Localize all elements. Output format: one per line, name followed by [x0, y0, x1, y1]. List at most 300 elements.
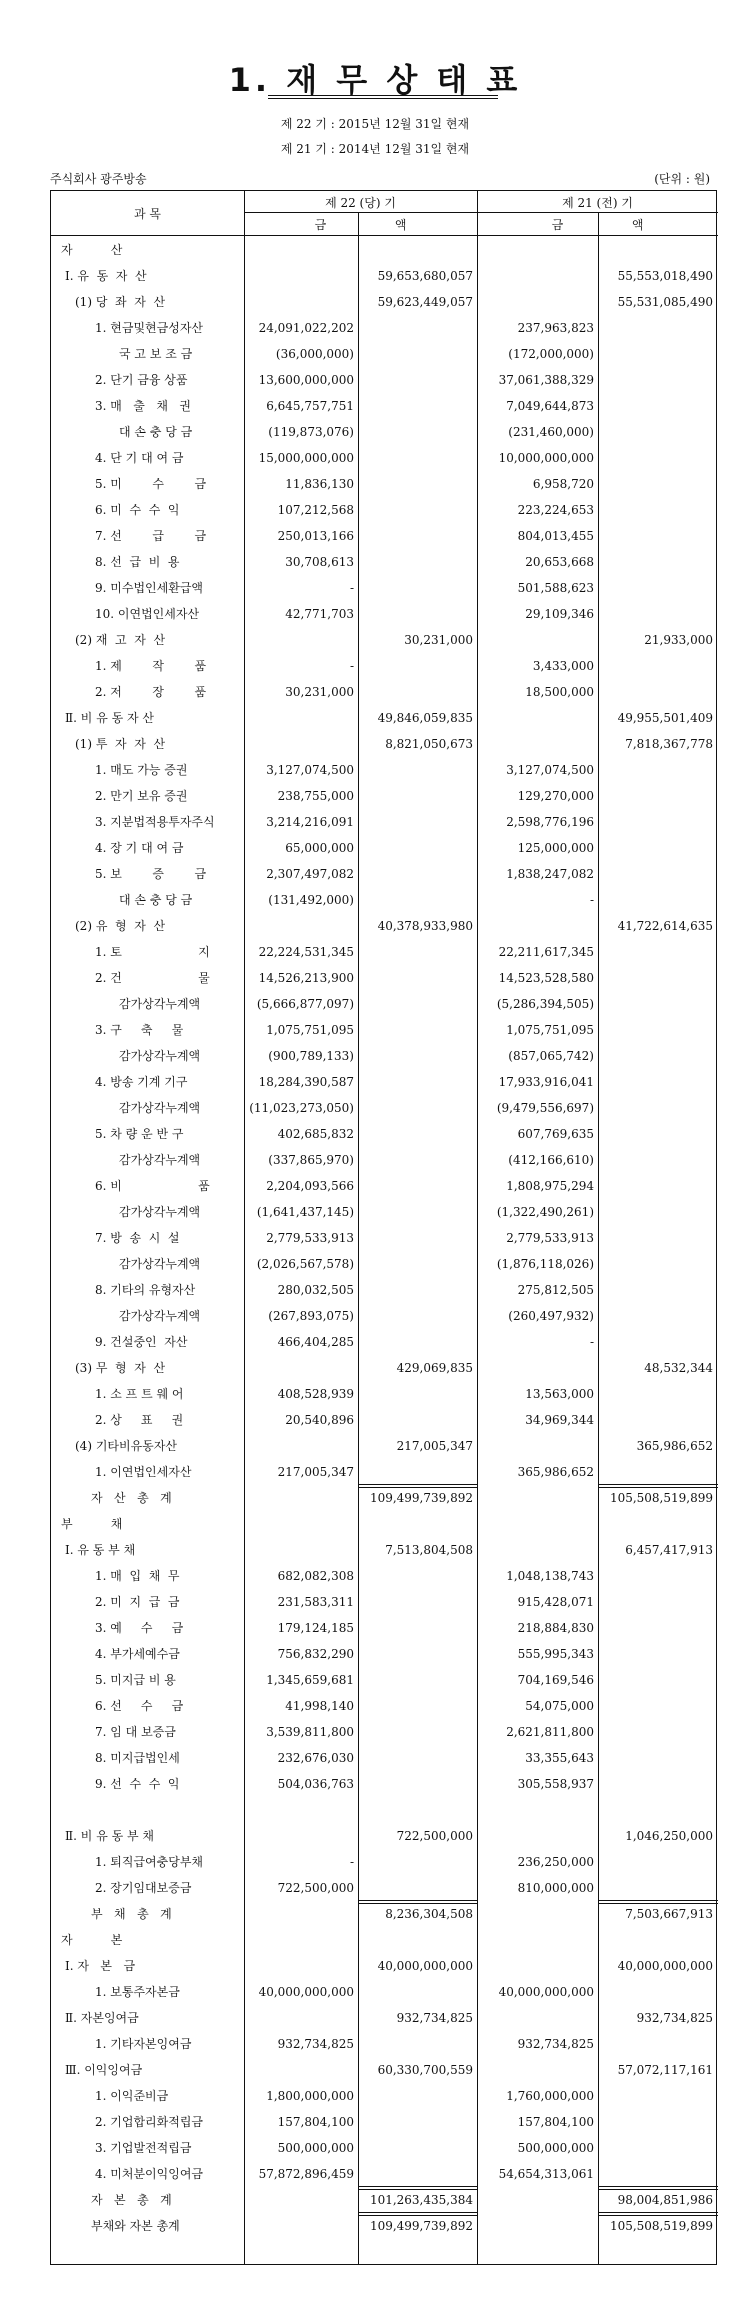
account-label: 부 채 총 계 — [91, 1907, 172, 1921]
account-label: 7. 선 급 금 — [95, 529, 207, 543]
amount-cell: (337,865,970) — [268, 1153, 354, 1167]
table-row — [51, 991, 718, 1017]
amount-cell: 305,558,937 — [517, 1777, 594, 1791]
amount-cell: 15,000,000,000 — [258, 451, 354, 465]
table-row — [51, 1953, 718, 1979]
table-row — [51, 1095, 718, 1121]
table-row — [51, 2213, 718, 2239]
account-label: 9. 미수법인세환급액 — [95, 581, 204, 595]
amount-cell: 231,583,311 — [277, 1595, 354, 1609]
amount-cell: 932,734,825 — [517, 2037, 594, 2051]
amount-cell: 48,532,344 — [644, 1361, 713, 1375]
table-row — [51, 1407, 718, 1433]
amount-cell: 1,048,138,743 — [506, 1569, 594, 1583]
table-row — [51, 731, 718, 757]
amount-cell: 17,933,916,041 — [498, 1075, 594, 1089]
amount-cell: 49,955,501,409 — [617, 711, 713, 725]
amount-cell: (1,876,118,026) — [496, 1257, 594, 1271]
table-row — [51, 575, 718, 601]
amount-cell: 466,404,285 — [277, 1335, 354, 1349]
amount-cell: 101,263,435,384 — [369, 2193, 473, 2207]
account-label: 7. 임 대 보증금 — [95, 1725, 176, 1739]
account-label: 1. 퇴직급여충당부채 — [95, 1855, 204, 1869]
account-label: Ⅱ. 비 유 동 자 산 — [65, 711, 155, 725]
table-row — [51, 1563, 718, 1589]
table-row — [51, 2005, 718, 2031]
account-label: 감가상각누계액 — [119, 1049, 201, 1063]
table-row — [51, 1329, 718, 1355]
table-row — [51, 237, 718, 263]
account-label: 자 산 — [61, 243, 123, 257]
account-label: (1) 투 자 자 산 — [75, 737, 166, 751]
account-label: (4) 기타비유동자산 — [75, 1439, 177, 1453]
amount-cell: (900,789,133) — [268, 1049, 354, 1063]
table-row — [51, 705, 718, 731]
table-row — [51, 1771, 718, 1797]
amount-cell: 501,588,623 — [517, 581, 594, 595]
table-row — [51, 2109, 718, 2135]
account-label: 6. 선 수 금 — [95, 1699, 184, 1713]
table-row — [51, 523, 718, 549]
amount-cell: 365,986,652 — [517, 1465, 594, 1479]
table-row — [51, 757, 718, 783]
table-row — [51, 1927, 718, 1953]
amount-cell: 804,013,455 — [517, 529, 594, 543]
title-underline — [268, 95, 498, 99]
account-label: 감가상각누계액 — [119, 1205, 201, 1219]
amount-cell: 280,032,505 — [277, 1283, 354, 1297]
table-row — [51, 913, 718, 939]
table-row — [51, 861, 718, 887]
amount-cell: 60,330,700,559 — [377, 2063, 473, 2077]
amount-cell: 756,832,290 — [277, 1647, 354, 1661]
account-label: 감가상각누계액 — [119, 1257, 201, 1271]
amount-cell: 54,654,313,061 — [498, 2167, 594, 2181]
table-row — [51, 1121, 718, 1147]
amount-cell: 555,995,343 — [517, 1647, 594, 1661]
account-label: 2. 저 장 품 — [95, 685, 207, 699]
table-row — [51, 1641, 718, 1667]
amount-cell: 157,804,100 — [277, 2115, 354, 2129]
amount-cell: 236,250,000 — [517, 1855, 594, 1869]
amount-cell: (5,286,394,505) — [496, 997, 594, 1011]
amount-cell: 30,231,000 — [404, 633, 473, 647]
table-row — [51, 393, 718, 419]
table-row — [51, 1667, 718, 1693]
amount-cell: 54,075,000 — [525, 1699, 594, 1713]
table-row — [51, 1797, 718, 1823]
account-label: 5. 미지급 비 용 — [95, 1673, 176, 1687]
amount-cell: 2,307,497,082 — [266, 867, 354, 881]
amount-cell: 722,500,000 — [277, 1881, 354, 1895]
amount-cell: 722,500,000 — [396, 1829, 473, 1843]
amount-cell: 11,836,130 — [285, 477, 354, 491]
account-label: 2. 건 물 — [95, 971, 210, 985]
amount-cell: 8,236,304,508 — [385, 1907, 473, 1921]
amount-cell: 37,061,388,329 — [498, 373, 594, 387]
amount-cell: 1,808,975,294 — [506, 1179, 594, 1193]
amount-cell: 1,800,000,000 — [266, 2089, 354, 2103]
account-label: 2. 단기 금융 상품 — [95, 373, 188, 387]
account-label: 4. 방송 기계 기구 — [95, 1075, 188, 1089]
amount-cell: 500,000,000 — [517, 2141, 594, 2155]
amount-cell: 57,072,117,161 — [617, 2063, 713, 2077]
amount-cell: 402,685,832 — [277, 1127, 354, 1141]
amount-cell: 40,000,000,000 — [258, 1985, 354, 1999]
amount-cell: (131,492,000) — [268, 893, 354, 907]
amount-cell: 1,760,000,000 — [506, 2089, 594, 2103]
amount-cell: - — [349, 581, 354, 595]
table-row — [51, 1589, 718, 1615]
table-row — [51, 1225, 718, 1251]
account-label: 5. 미 수 금 — [95, 477, 207, 491]
balance-sheet-table — [50, 190, 717, 2265]
amount-cell: (1,322,490,261) — [496, 1205, 594, 1219]
amount-cell: 1,075,751,095 — [266, 1023, 354, 1037]
account-label: 3. 예 수 금 — [95, 1621, 184, 1635]
header-prior-period: 제 21 (전) 기 — [562, 196, 633, 210]
total-double-rule — [598, 2186, 718, 2190]
amount-cell: 2,621,811,800 — [506, 1725, 594, 1739]
account-label: 대 손 충 당 금 — [119, 425, 193, 439]
amount-cell: 365,986,652 — [636, 1439, 713, 1453]
account-label: 9. 건설중인 자산 — [95, 1335, 188, 1349]
table-row — [51, 1979, 718, 2005]
amount-cell: 932,734,825 — [396, 2011, 473, 2025]
table-row — [51, 1069, 718, 1095]
account-label: 감가상각누계액 — [119, 1153, 201, 1167]
amount-cell: (260,497,932) — [508, 1309, 594, 1323]
account-label: 1. 보통주자본금 — [95, 1985, 180, 1999]
table-row — [51, 341, 718, 367]
amount-cell: 504,036,763 — [277, 1777, 354, 1791]
table-row — [51, 653, 718, 679]
table-row — [51, 601, 718, 627]
account-label: 6. 비 품 — [95, 1179, 210, 1193]
amount-cell: 932,734,825 — [636, 2011, 713, 2025]
amount-cell: 232,676,030 — [277, 1751, 354, 1765]
amount-cell: (412,166,610) — [508, 1153, 594, 1167]
amount-cell: 20,540,896 — [285, 1413, 354, 1427]
total-double-rule — [598, 1900, 718, 1904]
amount-cell: 14,526,213,900 — [258, 971, 354, 985]
table-row — [51, 2083, 718, 2109]
amount-cell: 30,708,613 — [285, 555, 354, 569]
account-label: 2. 상 표 권 — [95, 1413, 184, 1427]
amount-cell: 30,231,000 — [285, 685, 354, 699]
amount-cell: 3,433,000 — [532, 659, 594, 673]
amount-cell: 2,779,533,913 — [266, 1231, 354, 1245]
amount-cell: 33,355,643 — [525, 1751, 594, 1765]
account-label: 부 채 — [61, 1517, 123, 1531]
amount-cell: 238,755,000 — [277, 789, 354, 803]
table-row — [51, 1875, 718, 1901]
amount-cell: 40,378,933,980 — [377, 919, 473, 933]
header-bottom-rule — [51, 235, 718, 236]
amount-cell: 3,539,811,800 — [266, 1725, 354, 1739]
account-label: 3. 지분법적용투자주식 — [95, 815, 215, 829]
amount-cell: 42,771,703 — [285, 607, 354, 621]
account-label: 1. 제 작 품 — [95, 659, 207, 673]
account-label: 8. 기타의 유형자산 — [95, 1283, 196, 1297]
account-label: 1. 이익준비금 — [95, 2089, 169, 2103]
account-label: 8. 선 급 비 용 — [95, 555, 180, 569]
amount-cell: 8,821,050,673 — [385, 737, 473, 751]
table-row — [51, 2161, 718, 2187]
account-label: 1. 소 프 트 웨 어 — [95, 1387, 184, 1401]
account-label: 4. 단 기 대 여 금 — [95, 451, 184, 465]
amount-cell: 218,884,830 — [517, 1621, 594, 1635]
amount-cell: 500,000,000 — [277, 2141, 354, 2155]
account-label: 자 본 총 계 — [91, 2193, 172, 2207]
account-label: (3) 무 형 자 산 — [75, 1361, 166, 1375]
table-row — [51, 549, 718, 575]
account-label: Ⅰ. 유 동 부 채 — [65, 1543, 136, 1557]
amount-cell: 1,838,247,082 — [506, 867, 594, 881]
amount-cell: 217,005,347 — [277, 1465, 354, 1479]
table-row — [51, 835, 718, 861]
account-label: 2. 장기임대보증금 — [95, 1881, 192, 1895]
table-row — [51, 809, 718, 835]
table-row — [51, 2187, 718, 2213]
account-label: 1. 기타자본잉여금 — [95, 2037, 192, 2051]
amount-cell: 915,428,071 — [517, 1595, 594, 1609]
amount-cell: 682,082,308 — [277, 1569, 354, 1583]
table-row — [51, 1459, 718, 1485]
table-row — [51, 2135, 718, 2161]
account-label: 국 고 보 조 금 — [119, 347, 193, 361]
total-double-rule — [358, 2186, 477, 2190]
total-double-rule — [358, 1484, 477, 1488]
account-label: 5. 차 량 운 반 구 — [95, 1127, 184, 1141]
account-label: 부채와 자본 총계 — [91, 2219, 180, 2233]
amount-cell: 55,531,085,490 — [617, 295, 713, 309]
table-row — [51, 1615, 718, 1641]
amount-cell: 18,500,000 — [525, 685, 594, 699]
amount-cell: (857,065,742) — [508, 1049, 594, 1063]
amount-cell: 125,000,000 — [517, 841, 594, 855]
account-label: 감가상각누계액 — [119, 1101, 201, 1115]
amount-cell: (1,641,437,145) — [256, 1205, 354, 1219]
amount-cell: 7,818,367,778 — [625, 737, 713, 751]
amount-cell: - — [349, 659, 354, 673]
company-name: 주식회사 광주방송 — [50, 172, 147, 186]
table-row — [51, 2031, 718, 2057]
account-label: 6. 미 수 수 익 — [95, 503, 180, 517]
amount-cell: 129,270,000 — [517, 789, 594, 803]
table-row — [51, 783, 718, 809]
amount-cell: 3,127,074,500 — [506, 763, 594, 777]
amount-cell: 2,779,533,913 — [506, 1231, 594, 1245]
amount-cell: 1,075,751,095 — [506, 1023, 594, 1037]
account-label: 1. 현금및현금성자산 — [95, 321, 204, 335]
amount-cell: 98,004,851,986 — [617, 2193, 713, 2207]
table-row — [51, 1823, 718, 1849]
amount-cell: 2,204,093,566 — [266, 1179, 354, 1193]
amount-cell: 107,212,568 — [277, 503, 354, 517]
account-label: (2) 재 고 자 산 — [75, 633, 166, 647]
total-double-rule — [358, 1900, 477, 1904]
table-row — [51, 939, 718, 965]
amount-cell: 10,000,000,000 — [498, 451, 594, 465]
table-row — [51, 1511, 718, 1537]
account-label: Ⅱ. 비 유 동 부 채 — [65, 1829, 155, 1843]
amount-cell: 6,645,757,751 — [266, 399, 354, 413]
account-label: Ⅲ. 이익잉여금 — [65, 2063, 143, 2077]
amount-cell: 3,214,216,091 — [266, 815, 354, 829]
table-row — [51, 1381, 718, 1407]
amount-cell: 29,109,346 — [525, 607, 594, 621]
table-row — [51, 445, 718, 471]
table-row — [51, 289, 718, 315]
amount-cell: - — [349, 1855, 354, 1869]
amount-cell: 105,508,519,899 — [609, 1491, 713, 1505]
amount-cell: 41,998,140 — [285, 1699, 354, 1713]
account-label: 3. 기업발전적립금 — [95, 2141, 192, 2155]
amount-cell: 408,528,939 — [277, 1387, 354, 1401]
account-label: 7. 방 송 시 설 — [95, 1231, 180, 1245]
table-row — [51, 497, 718, 523]
table-row — [51, 471, 718, 497]
account-label: 10. 이연법인세자산 — [95, 607, 200, 621]
table-row — [51, 263, 718, 289]
period-prior: 제 21 기 : 2014년 12월 31일 현재 — [280, 142, 470, 156]
table-row — [51, 1277, 718, 1303]
account-label: (2) 유 형 자 산 — [75, 919, 166, 933]
amount-cell: 1,046,250,000 — [625, 1829, 713, 1843]
amount-cell: 6,958,720 — [532, 477, 594, 491]
table-row — [51, 1745, 718, 1771]
table-row — [51, 419, 718, 445]
amount-cell: 105,508,519,899 — [609, 2219, 713, 2233]
amount-cell: 21,933,000 — [644, 633, 713, 647]
amount-cell: - — [589, 1335, 594, 1349]
amount-cell: - — [589, 893, 594, 907]
account-label: 2. 기업합리화적립금 — [95, 2115, 204, 2129]
amount-cell: (231,460,000) — [508, 425, 594, 439]
table-row — [51, 1485, 718, 1511]
amount-cell: 932,734,825 — [277, 2037, 354, 2051]
account-label: 감가상각누계액 — [119, 997, 201, 1011]
amount-cell: (2,026,567,578) — [256, 1257, 354, 1271]
table-row — [51, 1901, 718, 1927]
amount-cell: 6,457,417,913 — [625, 1543, 713, 1557]
amount-cell: (5,666,877,097) — [256, 997, 354, 1011]
account-label: 자 본 — [61, 1933, 123, 1947]
table-row — [51, 1849, 718, 1875]
amount-cell: 109,499,739,892 — [369, 2219, 473, 2233]
table-row — [51, 1043, 718, 1069]
amount-cell: (36,000,000) — [275, 347, 354, 361]
amount-cell: 40,000,000,000 — [377, 1959, 473, 1973]
amount-cell: 429,069,835 — [396, 1361, 473, 1375]
table-row — [51, 1355, 718, 1381]
amount-cell: 7,503,667,913 — [625, 1907, 713, 1921]
total-double-rule — [598, 1484, 718, 1488]
amount-cell: 810,000,000 — [517, 1881, 594, 1895]
account-label: 4. 장 기 대 여 금 — [95, 841, 184, 855]
amount-cell: 65,000,000 — [285, 841, 354, 855]
amount-cell: 250,013,166 — [277, 529, 354, 543]
amount-cell: 3,127,074,500 — [266, 763, 354, 777]
amount-cell: 49,846,059,835 — [377, 711, 473, 725]
amount-cell: 157,804,100 — [517, 2115, 594, 2129]
header-account: 과 목 — [134, 207, 161, 221]
amount-cell: 223,224,653 — [517, 503, 594, 517]
amount-cell: 34,969,344 — [525, 1413, 594, 1427]
unit-label: (단위 : 원) — [654, 172, 710, 186]
account-label: 감가상각누계액 — [119, 1309, 201, 1323]
table-row — [51, 887, 718, 913]
account-label: 4. 미처분이익잉여금 — [95, 2167, 204, 2181]
table-row — [51, 1199, 718, 1225]
amount-cell: 57,872,896,459 — [258, 2167, 354, 2181]
account-label: 2. 미 지 급 금 — [95, 1595, 180, 1609]
table-row — [51, 1537, 718, 1563]
table-row — [51, 1173, 718, 1199]
account-label: 4. 부가세예수금 — [95, 1647, 180, 1661]
account-label: 3. 구 축 물 — [95, 1023, 184, 1037]
amount-cell: 18,284,390,587 — [258, 1075, 354, 1089]
amount-cell: (267,893,075) — [268, 1309, 354, 1323]
amount-cell: (172,000,000) — [508, 347, 594, 361]
account-label: 1. 매 입 채 무 — [95, 1569, 180, 1583]
table-row — [51, 367, 718, 393]
amount-cell: 55,553,018,490 — [617, 269, 713, 283]
account-label: (1) 당 좌 자 산 — [75, 295, 166, 309]
amount-cell: 20,653,668 — [525, 555, 594, 569]
account-label: 8. 미지급법인세 — [95, 1751, 180, 1765]
amount-cell: 14,523,528,580 — [498, 971, 594, 985]
table-row — [51, 1303, 718, 1329]
period-current: 제 22 기 : 2015년 12월 31일 현재 — [280, 117, 470, 131]
account-label: 1. 이연법인세자산 — [95, 1465, 192, 1479]
table-row — [51, 1147, 718, 1173]
amount-cell: (9,479,556,697) — [496, 1101, 594, 1115]
amount-cell: 24,091,022,202 — [258, 321, 354, 335]
amount-cell: (119,873,076) — [268, 425, 354, 439]
table-row — [51, 1017, 718, 1043]
amount-cell: 109,499,739,892 — [369, 1491, 473, 1505]
amount-cell: 13,600,000,000 — [258, 373, 354, 387]
table-row — [51, 679, 718, 705]
header-amount-prior: 금 액 — [551, 218, 644, 232]
header-current-period: 제 22 (당) 기 — [325, 196, 396, 210]
account-label: 1. 매도 가능 증권 — [95, 763, 188, 777]
amount-cell: 22,224,531,345 — [258, 945, 354, 959]
amount-cell: 2,598,776,196 — [506, 815, 594, 829]
amount-cell: 1,345,659,681 — [266, 1673, 354, 1687]
table-row — [51, 315, 718, 341]
amount-cell: 217,005,347 — [396, 1439, 473, 1453]
account-label: 9. 선 수 수 익 — [95, 1777, 180, 1791]
amount-cell: 607,769,635 — [517, 1127, 594, 1141]
amount-cell: 179,124,185 — [277, 1621, 354, 1635]
amount-cell: 275,812,505 — [517, 1283, 594, 1297]
header-amount-current: 금 액 — [314, 218, 407, 232]
account-label: Ⅰ. 자 본 금 — [65, 1959, 136, 1973]
account-label: Ⅰ. 유 동 자 산 — [65, 269, 147, 283]
table-row — [51, 1251, 718, 1277]
page-title: 1. 재 무 상 태 표 — [228, 61, 522, 99]
amount-cell: 40,000,000,000 — [498, 1985, 594, 1999]
table-row — [51, 1433, 718, 1459]
amount-cell: 704,169,546 — [517, 1673, 594, 1687]
account-label: 1. 토 지 — [95, 945, 210, 959]
amount-cell: 13,563,000 — [525, 1387, 594, 1401]
table-row — [51, 627, 718, 653]
account-label: Ⅱ. 자본잉여금 — [65, 2011, 139, 2025]
